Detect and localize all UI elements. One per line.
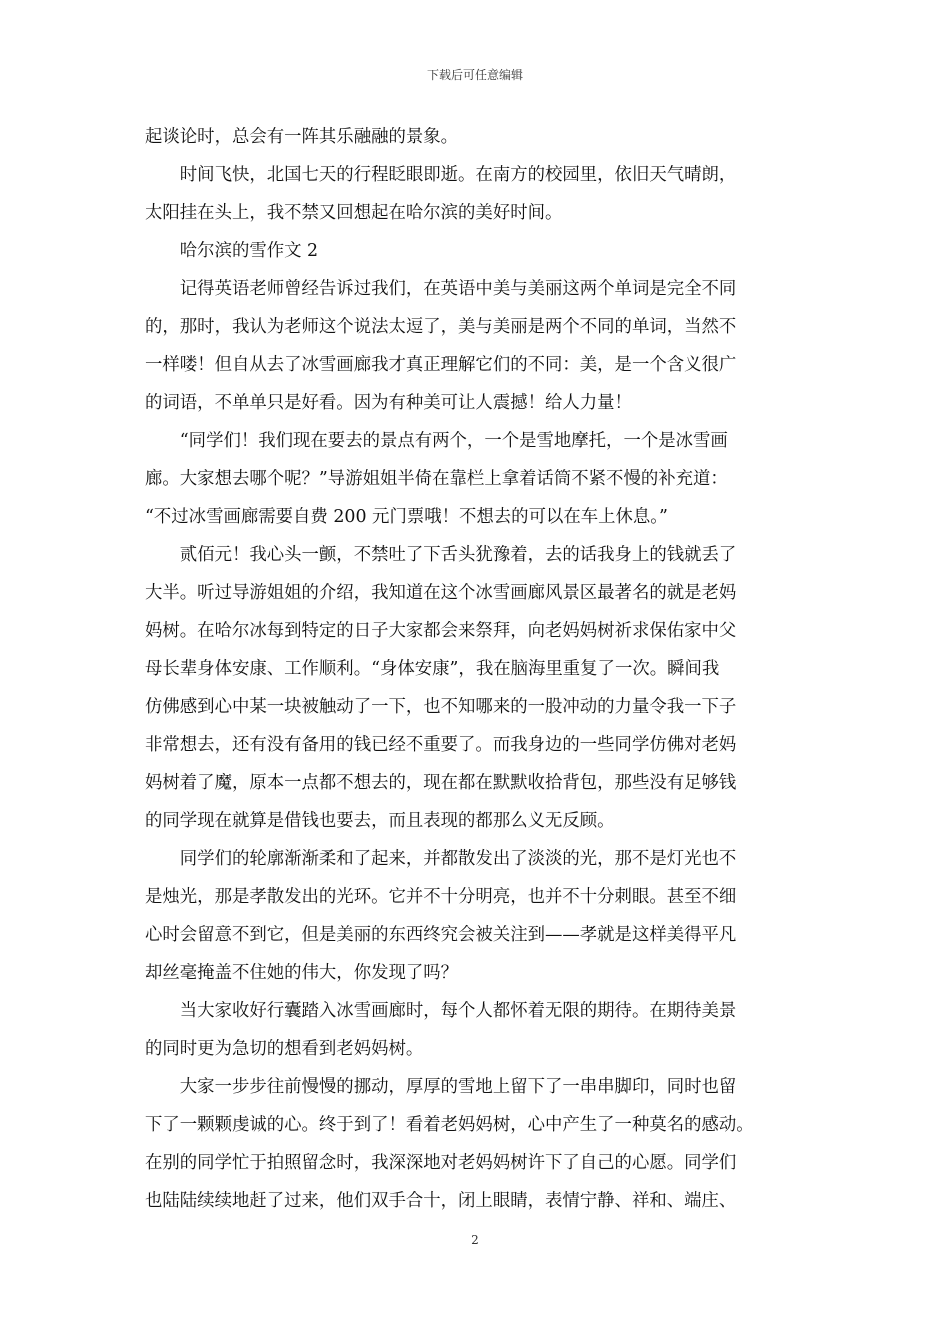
text-line: 的词语，不单单只是好看。因为有种美可让人震撼！给人力量！ — [145, 393, 632, 413]
text-line: 也陆陆续续地赶了过来，他们双手合十，闭上眼睛，表情宁静、祥和、端庄、 — [145, 1191, 737, 1211]
text-line: 大半。听过导游姐姐的介绍，我知道在这个冰雪画廊风景区最著名的就是老妈 — [145, 583, 737, 603]
text-line: 妈树。在哈尔冰每到特定的日子大家都会来祭拜，向老妈妈树祈求保佑家中父 — [145, 621, 737, 641]
text-line: 大家一步步往前慢慢的挪动，厚厚的雪地上留下了一串串脚印，同时也留 — [145, 1077, 737, 1097]
text-line: 时间飞快，北国七天的行程眨眼即逝。在南方的校园里，依旧天气晴朗， — [145, 165, 737, 185]
text-line: 贰佰元！我心头一颤，不禁吐了下舌头犹豫着，去的话我身上的钱就丢了 — [145, 545, 737, 565]
text-line: 太阳挂在头上，我不禁又回想起在哈尔滨的美好时间。 — [145, 203, 563, 223]
text-line: 下了一颗颗虔诚的心。终于到了！看着老妈妈树，心中产生了一种莫名的感动。 — [145, 1115, 754, 1135]
page-header: 下载后可任意编辑 — [426, 68, 523, 82]
text-line: “不过冰雪画廊需要自费 200 元门票哦！不想去的可以在车上休息。” — [145, 507, 668, 527]
text-line: 的同学现在就算是借钱也要去，而且表现的都那么义无反顾。 — [145, 811, 615, 831]
text-line: 却丝毫掩盖不住她的伟大，你发现了吗？ — [145, 963, 459, 983]
text-line: 的，那时，我认为老师这个说法太逗了，美与美丽是两个不同的单词，当然不 — [145, 317, 737, 337]
text-line: 记得英语老师曾经告诉过我们，在英语中美与美丽这两个单词是完全不同 — [145, 279, 737, 299]
text-line: 同学们的轮廓渐渐柔和了起来，并都散发出了淡淡的光，那不是灯光也不 — [145, 849, 737, 869]
page-number: 2 — [471, 1233, 479, 1247]
text-line: 心时会留意不到它，但是美丽的东西终究会被关注到——孝就是这样美得平凡 — [145, 925, 737, 945]
text-line: 母长辈身体安康、工作顺利。“身体安康”，我在脑海里重复了一次。瞬间我 — [145, 659, 720, 679]
text-line: 一样喽！但自从去了冰雪画廊我才真正理解它们的不同：美，是一个含义很广 — [145, 355, 737, 375]
text-line: 是烛光，那是孝散发出的光环。它并不十分明亮，也并不十分刺眼。甚至不细 — [145, 887, 737, 907]
text-line: 当大家收好行囊踏入冰雪画廊时，每个人都怀着无限的期待。在期待美景 — [145, 1001, 737, 1021]
text-line: 廊。大家想去哪个呢？”导游姐姐半倚在靠栏上拿着话筒不紧不慢的补充道： — [145, 469, 728, 489]
section-title: 哈尔滨的雪作文 2 — [145, 241, 319, 261]
text-line: 仿佛感到心中某一块被触动了一下，也不知哪来的一股冲动的力量令我一下子 — [145, 697, 737, 717]
text-line: “同学们！我们现在要去的景点有两个，一个是雪地摩托，一个是冰雪画 — [145, 431, 728, 451]
text-line: 妈树着了魔，原本一点都不想去的，现在都在默默收拾背包，那些没有足够钱 — [145, 773, 737, 793]
text-line: 的同时更为急切的想看到老妈妈树。 — [145, 1039, 424, 1059]
document-body — [145, 118, 815, 1220]
text-line: 在别的同学忙于拍照留念时，我深深地对老妈妈树许下了自己的心愿。同学们 — [145, 1153, 737, 1173]
text-line: 非常想去，还有没有备用的钱已经不重要了。而我身边的一些同学仿佛对老妈 — [145, 735, 737, 755]
text-line: 起谈论时，总会有一阵其乐融融的景象。 — [145, 127, 459, 147]
